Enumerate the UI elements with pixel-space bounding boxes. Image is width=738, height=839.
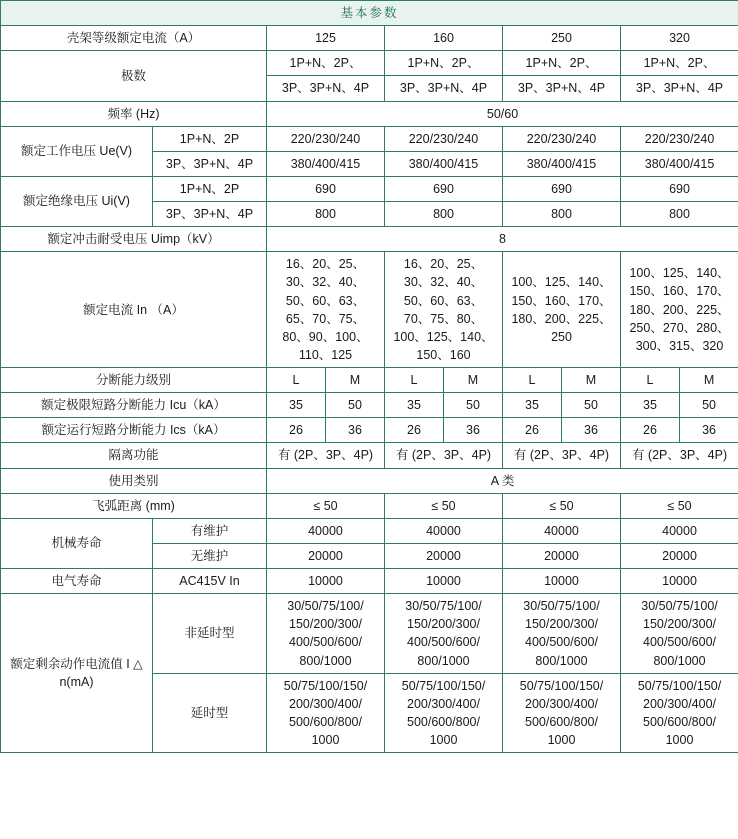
arc-distance-125: ≤ 50 (267, 493, 385, 518)
breaking-class-320-m: M (680, 368, 738, 393)
poles-320-line1: 1P+N、2P、 (621, 51, 738, 76)
ics-160-l: 26 (385, 418, 444, 443)
table-row (1, 26, 738, 51)
ue-125-3p4p: 380/400/415 (267, 151, 385, 176)
page-title: 基本参数 (1, 1, 738, 26)
breaking-class-160-l: L (385, 368, 444, 393)
table-row (1, 418, 738, 443)
row-label-mech-life: 机械寿命 (1, 518, 153, 568)
table-row (1, 101, 738, 126)
sub-label-3p-4p: 3P、3P+N、4P (153, 151, 267, 176)
arc-distance-160: ≤ 50 (385, 493, 503, 518)
sub-label-maintained: 有维护 (153, 518, 267, 543)
residual-delay-125: 50/75/100/150/ 200/300/400/ 500/600/800/ 1000 (267, 673, 385, 753)
residual-nodelay-125: 30/50/75/100/ 150/200/300/ 400/500/600/ 800/1000 (267, 594, 385, 674)
icu-160-l: 35 (385, 393, 444, 418)
sub-label-delay: 延时型 (153, 673, 267, 753)
breaking-class-160-m: M (444, 368, 503, 393)
icu-250-l: 35 (503, 393, 562, 418)
sub-label-nodelay: 非延时型 (153, 594, 267, 674)
row-label-arc-distance: 飞弧距离 (mm) (1, 493, 267, 518)
breaking-class-125-m: M (326, 368, 385, 393)
isolation-160: 有 (2P、3P、4P) (385, 443, 503, 468)
ue-125-1pn2p: 220/230/240 (267, 126, 385, 151)
ics-250-l: 26 (503, 418, 562, 443)
breaking-class-250-m: M (562, 368, 621, 393)
table-row (1, 176, 738, 201)
row-label-ics: 额定运行短路分断能力 Ics（kA） (1, 418, 267, 443)
ue-320-3p4p: 380/400/415 (621, 151, 738, 176)
frame-125: 125 (267, 26, 385, 51)
ue-250-3p4p: 380/400/415 (503, 151, 621, 176)
poles-160-line2: 3P、3P+N、4P (385, 76, 503, 101)
usage-value: A 类 (267, 468, 738, 493)
ui-125-1pn2p: 690 (267, 176, 385, 201)
isolation-250: 有 (2P、3P、4P) (503, 443, 621, 468)
table-row (1, 493, 738, 518)
ue-160-1pn2p: 220/230/240 (385, 126, 503, 151)
mech-maint-320: 40000 (621, 518, 738, 543)
mech-maint-160: 40000 (385, 518, 503, 543)
row-label-poles: 极数 (1, 51, 267, 101)
table-row (1, 518, 738, 543)
ics-125-l: 26 (267, 418, 326, 443)
poles-160-line1: 1P+N、2P、 (385, 51, 503, 76)
sub-label-ac415v-in: AC415V In (153, 569, 267, 594)
ui-250-3p4p: 800 (503, 202, 621, 227)
row-label-isolation: 隔离功能 (1, 443, 267, 468)
table-row (1, 594, 738, 674)
mech-nomaint-320: 20000 (621, 543, 738, 568)
icu-320-m: 50 (680, 393, 738, 418)
frame-160: 160 (385, 26, 503, 51)
row-label-frame-rating: 壳架等级额定电流（A） (1, 26, 267, 51)
table-title-row (1, 1, 738, 26)
mech-maint-250: 40000 (503, 518, 621, 543)
table-row (1, 126, 738, 151)
mech-nomaint-250: 20000 (503, 543, 621, 568)
arc-distance-250: ≤ 50 (503, 493, 621, 518)
mech-nomaint-160: 20000 (385, 543, 503, 568)
table-row (1, 252, 738, 368)
ics-320-m: 36 (680, 418, 738, 443)
isolation-320: 有 (2P、3P、4P) (621, 443, 738, 468)
icu-125-m: 50 (326, 393, 385, 418)
in-current-160: 16、20、25、 30、32、40、 50、60、63、 70、75、80、 100、125、140、 150、160 (385, 252, 503, 368)
icu-250-m: 50 (562, 393, 621, 418)
frame-250: 250 (503, 26, 621, 51)
row-label-usage: 使用类别 (1, 468, 267, 493)
row-label-breaking-class: 分断能力级别 (1, 368, 267, 393)
table-row (1, 468, 738, 493)
residual-delay-250: 50/75/100/150/ 200/300/400/ 500/600/800/ 1000 (503, 673, 621, 753)
row-label-frequency: 频率 (Hz) (1, 101, 267, 126)
isolation-125: 有 (2P、3P、4P) (267, 443, 385, 468)
residual-delay-160: 50/75/100/150/ 200/300/400/ 500/600/800/ 1000 (385, 673, 503, 753)
frequency-value: 50/60 (267, 101, 738, 126)
icu-160-m: 50 (444, 393, 503, 418)
ui-160-1pn2p: 690 (385, 176, 503, 201)
table-row (1, 569, 738, 594)
mech-maint-125: 40000 (267, 518, 385, 543)
breaking-class-125-l: L (267, 368, 326, 393)
breaking-class-250-l: L (503, 368, 562, 393)
row-label-uimp: 额定冲击耐受电压 Uimp（kV） (1, 227, 267, 252)
row-label-elec-life: 电气寿命 (1, 569, 153, 594)
elec-life-320: 10000 (621, 569, 738, 594)
ue-160-3p4p: 380/400/415 (385, 151, 503, 176)
row-label-ui: 额定绝缘电压 Ui(V) (1, 176, 153, 226)
frame-320: 320 (621, 26, 738, 51)
elec-life-250: 10000 (503, 569, 621, 594)
ics-250-m: 36 (562, 418, 621, 443)
mech-nomaint-125: 20000 (267, 543, 385, 568)
ue-250-1pn2p: 220/230/240 (503, 126, 621, 151)
in-current-320: 100、125、140、 150、160、170、 180、200、225、 250、270、280、 300、315、320 (621, 252, 738, 368)
poles-125-line1: 1P+N、2P、 (267, 51, 385, 76)
table-row (1, 443, 738, 468)
residual-nodelay-320: 30/50/75/100/ 150/200/300/ 400/500/600/ 800/1000 (621, 594, 738, 674)
row-label-icu: 额定极限短路分断能力 Icu（kA） (1, 393, 267, 418)
ue-320-1pn2p: 220/230/240 (621, 126, 738, 151)
table-row (1, 393, 738, 418)
elec-life-160: 10000 (385, 569, 503, 594)
ics-125-m: 36 (326, 418, 385, 443)
table-row (1, 51, 738, 76)
sub-label-unmaintained: 无维护 (153, 543, 267, 568)
ui-250-1pn2p: 690 (503, 176, 621, 201)
poles-125-line2: 3P、3P+N、4P (267, 76, 385, 101)
uimp-value: 8 (267, 227, 738, 252)
icu-125-l: 35 (267, 393, 326, 418)
ics-320-l: 26 (621, 418, 680, 443)
ui-160-3p4p: 800 (385, 202, 503, 227)
poles-250-line1: 1P+N、2P、 (503, 51, 621, 76)
residual-nodelay-160: 30/50/75/100/ 150/200/300/ 400/500/600/ 800/1000 (385, 594, 503, 674)
icu-320-l: 35 (621, 393, 680, 418)
residual-delay-320: 50/75/100/150/ 200/300/400/ 500/600/800/ 1000 (621, 673, 738, 753)
in-current-250: 100、125、140、 150、160、170、 180、200、225、 250 (503, 252, 621, 368)
arc-distance-320: ≤ 50 (621, 493, 738, 518)
ui-320-1pn2p: 690 (621, 176, 738, 201)
row-label-in-current: 额定电流 In （A） (1, 252, 267, 368)
ui-125-3p4p: 800 (267, 202, 385, 227)
sub-label-3p-4p: 3P、3P+N、4P (153, 202, 267, 227)
breaking-class-320-l: L (621, 368, 680, 393)
residual-nodelay-250: 30/50/75/100/ 150/200/300/ 400/500/600/ 800/1000 (503, 594, 621, 674)
poles-320-line2: 3P、3P+N、4P (621, 76, 738, 101)
in-current-125: 16、20、25、 30、32、40、 50、60、63、 65、70、75、 80、90、100、 110、125 (267, 252, 385, 368)
elec-life-125: 10000 (267, 569, 385, 594)
table-row (1, 368, 738, 393)
ui-320-3p4p: 800 (621, 202, 738, 227)
sub-label-1pn-2p: 1P+N、2P (153, 126, 267, 151)
sub-label-1pn-2p: 1P+N、2P (153, 176, 267, 201)
ics-160-m: 36 (444, 418, 503, 443)
row-label-ue: 额定工作电压 Ue(V) (1, 126, 153, 176)
table-row (1, 227, 738, 252)
poles-250-line2: 3P、3P+N、4P (503, 76, 621, 101)
row-label-residual: 额定剩余动作电流值 I △ n(mA) (1, 594, 153, 753)
